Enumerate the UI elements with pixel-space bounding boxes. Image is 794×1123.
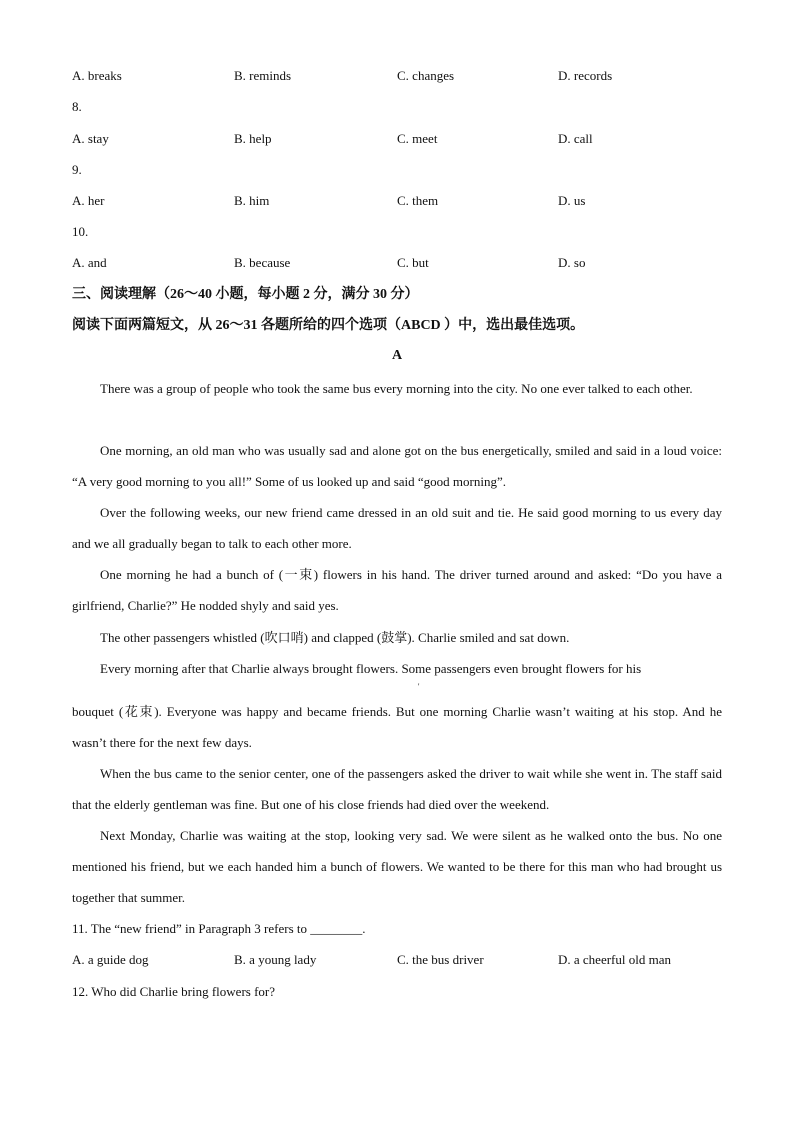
option-d: D. us xyxy=(558,193,586,208)
section-instruction: 阅读下面两篇短文，从 26～31 各题所给的四个选项（ABCD ）中，选出最佳选项。 xyxy=(72,318,585,333)
option-c: C. but xyxy=(397,255,429,270)
paragraph-8: Next Monday, Charlie was waiting at the stop, looking very sad. We were silent as he walked onto the bus. No one mentioned his friend, but we each handed him a bunch of flowers. We wanted to be there for this man who had brought us together that summer. xyxy=(72,828,722,905)
option-d: D. so xyxy=(558,255,586,270)
paragraph-3: Over the following weeks, our new friend came dressed in an old suit and tie. He said good morning to us every day and we all gradually began to talk to each other more. xyxy=(72,505,722,551)
options-row-q7 xyxy=(72,65,732,87)
option-c: C. them xyxy=(397,193,439,208)
option-d: D. a cheerful old man xyxy=(558,952,671,967)
option-a: A. stay xyxy=(72,131,109,146)
question-number-10: 10. xyxy=(72,224,89,239)
paragraph-6: Every morning after that Charlie always brought flowers. Some passengers even brought flowers for his xyxy=(100,661,642,676)
options-row-q11 xyxy=(72,949,732,971)
paragraph-7: When the bus came to the senior center, one of the passengers asked the driver to wait while she went in. The staff said that the elderly gentleman was fine. But one of his close friends had died over the weekend. xyxy=(72,766,722,812)
paragraph-2: One morning, an old man who was usually sad and alone got on the bus energetically, smiled and said in a loud voice: “A very good morning to you all!” Some of us looked up and said “good morning”. xyxy=(72,443,722,489)
options-row-q8 xyxy=(72,128,732,150)
option-a: A. and xyxy=(72,255,107,270)
option-c: C. the bus driver xyxy=(397,952,484,967)
option-b: B. help xyxy=(234,131,272,146)
option-d: D. records xyxy=(558,68,613,83)
question-12: 12. Who did Charlie bring flowers for? xyxy=(72,984,276,999)
paragraph-6-continued: bouquet (花束). Everyone was happy and became friends. But one morning Charlie wasn’t waiting at his stop. And he wasn’t there for the next few days. xyxy=(72,704,722,750)
option-b: B. him xyxy=(234,193,270,208)
paragraph-5: The other passengers whistled (吹口哨) and clapped (鼓掌). Charlie smiled and sat down. xyxy=(100,630,570,645)
option-c: C. changes xyxy=(397,68,455,83)
option-d: D. call xyxy=(558,131,593,146)
options-row-q9 xyxy=(72,190,732,212)
question-number-9: 9. xyxy=(72,162,82,177)
paragraph-4: One morning he had a bunch of (一束) flowers in his hand. The driver turned around and asked: “Do you have a girlfriend, Charlie?” He nodded shyly and said yes. xyxy=(72,567,722,613)
option-a: A. a guide dog xyxy=(72,952,149,967)
scan-dot: ' xyxy=(418,682,420,691)
option-b: B. a young lady xyxy=(234,952,317,967)
option-a: A. her xyxy=(72,193,105,208)
paragraph-1: There was a group of people who took the same bus every morning into the city. No one ever talked to each other. xyxy=(100,381,693,396)
passage-label: A xyxy=(391,348,403,363)
option-b: B. because xyxy=(234,255,291,270)
options-row-q10 xyxy=(72,252,732,274)
question-11: 11. The “new friend” in Paragraph 3 refers to ________. xyxy=(72,921,366,936)
option-a: A. breaks xyxy=(72,68,122,83)
option-c: C. meet xyxy=(397,131,438,146)
question-number-8: 8. xyxy=(72,99,82,114)
section-title: 三、阅读理解（26～40 小题，每小题 2 分，满分 30 分） xyxy=(72,287,419,302)
option-b: B. reminds xyxy=(234,68,292,83)
